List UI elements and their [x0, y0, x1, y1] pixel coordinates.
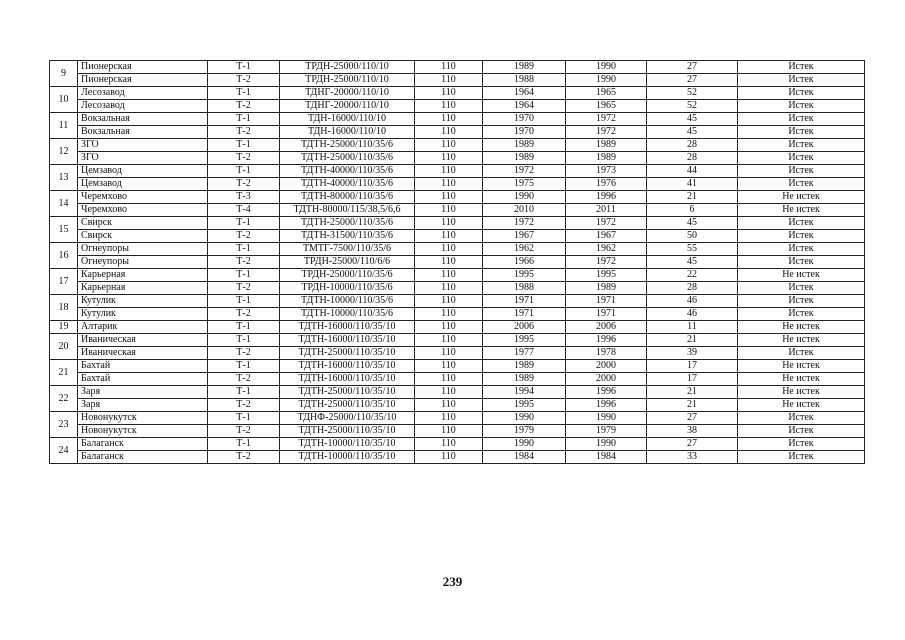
table-row	[50, 113, 865, 126]
table-row	[50, 165, 865, 178]
substation-name-cell: Черемхово	[78, 204, 208, 217]
manufacture-year-cell: 2006	[483, 321, 566, 334]
substation-name-cell: Вокзальная	[78, 113, 208, 126]
manufacture-year-cell: 1966	[483, 256, 566, 269]
status-cell: Истек	[738, 61, 865, 74]
table-row	[50, 438, 865, 451]
service-years-cell: 28	[647, 152, 738, 165]
status-cell: Не истек	[738, 360, 865, 373]
commission-year-cell: 1996	[566, 334, 647, 347]
table-row	[50, 412, 865, 425]
service-years-cell: 45	[647, 113, 738, 126]
voltage-cell: 110	[415, 217, 483, 230]
transformer-id-cell: Т-1	[208, 438, 280, 451]
commission-year-cell: 1972	[566, 113, 647, 126]
row-number-cell: 19	[50, 321, 78, 334]
transformer-type-cell: ТДТН-10000/110/35/6	[280, 308, 415, 321]
row-number-cell: 20	[50, 334, 78, 360]
table-row	[50, 87, 865, 100]
voltage-cell: 110	[415, 126, 483, 139]
voltage-cell: 110	[415, 347, 483, 360]
service-years-cell: 41	[647, 178, 738, 191]
manufacture-year-cell: 1975	[483, 178, 566, 191]
transformer-type-cell: ТДТН-25000/110/35/10	[280, 399, 415, 412]
substation-name-cell: Пионерская	[78, 74, 208, 87]
substation-name-cell: Новонукутск	[78, 412, 208, 425]
voltage-cell: 110	[415, 87, 483, 100]
transformer-type-cell: ТДТН-10000/110/35/10	[280, 451, 415, 464]
service-years-cell: 45	[647, 217, 738, 230]
transformer-id-cell: Т-1	[208, 243, 280, 256]
table-row	[50, 256, 865, 269]
voltage-cell: 110	[415, 204, 483, 217]
service-years-cell: 27	[647, 61, 738, 74]
row-number-cell: 22	[50, 386, 78, 412]
voltage-cell: 110	[415, 321, 483, 334]
service-years-cell: 52	[647, 87, 738, 100]
table-row	[50, 74, 865, 87]
transformer-id-cell: Т-2	[208, 152, 280, 165]
commission-year-cell: 1989	[566, 139, 647, 152]
transformer-id-cell: Т-2	[208, 308, 280, 321]
commission-year-cell: 1996	[566, 191, 647, 204]
transformer-id-cell: Т-1	[208, 87, 280, 100]
transformer-id-cell: Т-1	[208, 269, 280, 282]
voltage-cell: 110	[415, 74, 483, 87]
status-cell: Не истек	[738, 269, 865, 282]
commission-year-cell: 1972	[566, 126, 647, 139]
service-years-cell: 17	[647, 373, 738, 386]
table-row	[50, 425, 865, 438]
service-years-cell: 21	[647, 334, 738, 347]
transformer-type-cell: ТДТН-16000/110/35/10	[280, 321, 415, 334]
page-number: 239	[442, 574, 463, 589]
voltage-cell: 110	[415, 178, 483, 191]
voltage-cell: 110	[415, 113, 483, 126]
table-row	[50, 399, 865, 412]
transformer-type-cell: ТДТН-10000/110/35/6	[280, 295, 415, 308]
substation-name-cell: Цемзавод	[78, 178, 208, 191]
transformer-type-cell: ТДТН-25000/110/35/6	[280, 217, 415, 230]
row-number-cell: 16	[50, 243, 78, 269]
manufacture-year-cell: 1964	[483, 87, 566, 100]
service-years-cell: 50	[647, 230, 738, 243]
row-number-cell: 18	[50, 295, 78, 321]
transformer-type-cell: ТДТН-16000/110/35/10	[280, 360, 415, 373]
commission-year-cell: 1995	[566, 269, 647, 282]
manufacture-year-cell: 1988	[483, 74, 566, 87]
row-number-cell: 21	[50, 360, 78, 386]
table-row	[50, 334, 865, 347]
manufacture-year-cell: 1971	[483, 295, 566, 308]
voltage-cell: 110	[415, 61, 483, 74]
commission-year-cell: 1989	[566, 282, 647, 295]
commission-year-cell: 2006	[566, 321, 647, 334]
transformer-type-cell: ТДТН-25000/110/35/10	[280, 425, 415, 438]
table-row	[50, 191, 865, 204]
voltage-cell: 110	[415, 256, 483, 269]
transformer-type-cell: ТМТГ-7500/110/35/6	[280, 243, 415, 256]
row-number-cell: 23	[50, 412, 78, 438]
transformer-id-cell: Т-2	[208, 100, 280, 113]
manufacture-year-cell: 1971	[483, 308, 566, 321]
voltage-cell: 110	[415, 308, 483, 321]
voltage-cell: 110	[415, 269, 483, 282]
transformer-id-cell: Т-1	[208, 334, 280, 347]
transformer-id-cell: Т-2	[208, 282, 280, 295]
transformer-type-cell: ТДТН-40000/110/35/6	[280, 165, 415, 178]
commission-year-cell: 1971	[566, 308, 647, 321]
substation-name-cell: Лесозавод	[78, 100, 208, 113]
transformer-type-cell: ТДТН-16000/110/35/10	[280, 334, 415, 347]
manufacture-year-cell: 1972	[483, 165, 566, 178]
transformer-type-cell: ТДНФ-25000/110/35/10	[280, 412, 415, 425]
table-row	[50, 321, 865, 334]
status-cell: Истек	[738, 152, 865, 165]
voltage-cell: 110	[415, 191, 483, 204]
commission-year-cell: 1976	[566, 178, 647, 191]
substation-name-cell: Бахтай	[78, 373, 208, 386]
voltage-cell: 110	[415, 295, 483, 308]
transformer-id-cell: Т-2	[208, 256, 280, 269]
substation-name-cell: Лесозавод	[78, 87, 208, 100]
substation-name-cell: Вокзальная	[78, 126, 208, 139]
voltage-cell: 110	[415, 152, 483, 165]
transformer-type-cell: ТРДН-25000/110/35/6	[280, 269, 415, 282]
status-cell: Истек	[738, 295, 865, 308]
manufacture-year-cell: 2010	[483, 204, 566, 217]
substation-name-cell: Иваническая	[78, 347, 208, 360]
manufacture-year-cell: 1994	[483, 386, 566, 399]
table-row	[50, 386, 865, 399]
manufacture-year-cell: 1990	[483, 438, 566, 451]
transformer-type-cell: ТДН-16000/110/10	[280, 113, 415, 126]
voltage-cell: 110	[415, 425, 483, 438]
table-row	[50, 139, 865, 152]
commission-year-cell: 1989	[566, 152, 647, 165]
manufacture-year-cell: 1990	[483, 191, 566, 204]
status-cell: Не истек	[738, 373, 865, 386]
table-row	[50, 61, 865, 74]
commission-year-cell: 1978	[566, 347, 647, 360]
table-row	[50, 126, 865, 139]
status-cell: Истек	[738, 347, 865, 360]
substation-name-cell: Заря	[78, 386, 208, 399]
manufacture-year-cell: 1970	[483, 126, 566, 139]
service-years-cell: 6	[647, 204, 738, 217]
substation-name-cell: Свирск	[78, 217, 208, 230]
status-cell: Истек	[738, 126, 865, 139]
commission-year-cell: 1973	[566, 165, 647, 178]
table-row	[50, 178, 865, 191]
commission-year-cell: 1967	[566, 230, 647, 243]
service-years-cell: 28	[647, 282, 738, 295]
row-number-cell: 10	[50, 87, 78, 113]
transformer-id-cell: Т-1	[208, 217, 280, 230]
status-cell: Истек	[738, 113, 865, 126]
commission-year-cell: 1962	[566, 243, 647, 256]
voltage-cell: 110	[415, 373, 483, 386]
commission-year-cell: 1965	[566, 87, 647, 100]
substation-name-cell: Заря	[78, 399, 208, 412]
substation-name-cell: Алтарик	[78, 321, 208, 334]
manufacture-year-cell: 1989	[483, 61, 566, 74]
commission-year-cell: 2011	[566, 204, 647, 217]
commission-year-cell: 1979	[566, 425, 647, 438]
transformer-id-cell: Т-2	[208, 451, 280, 464]
transformer-type-cell: ТДТН-25000/110/35/6	[280, 139, 415, 152]
substation-name-cell: Цемзавод	[78, 165, 208, 178]
transformer-type-cell: ТДТН-31500/110/35/6	[280, 230, 415, 243]
substation-name-cell: Бахтай	[78, 360, 208, 373]
manufacture-year-cell: 1962	[483, 243, 566, 256]
substation-name-cell: Кутулик	[78, 295, 208, 308]
substation-name-cell: Пионерская	[78, 61, 208, 74]
transformer-id-cell: Т-1	[208, 321, 280, 334]
service-years-cell: 46	[647, 308, 738, 321]
table-row	[50, 347, 865, 360]
commission-year-cell: 1971	[566, 295, 647, 308]
manufacture-year-cell: 1995	[483, 269, 566, 282]
voltage-cell: 110	[415, 386, 483, 399]
service-years-cell: 27	[647, 438, 738, 451]
service-years-cell: 21	[647, 386, 738, 399]
voltage-cell: 110	[415, 100, 483, 113]
voltage-cell: 110	[415, 230, 483, 243]
substation-name-cell: Карьерная	[78, 269, 208, 282]
substation-name-cell: Черемхово	[78, 191, 208, 204]
table-row	[50, 373, 865, 386]
transformer-id-cell: Т-2	[208, 74, 280, 87]
commission-year-cell: 2000	[566, 360, 647, 373]
table-row	[50, 451, 865, 464]
manufacture-year-cell: 1990	[483, 412, 566, 425]
transformer-type-cell: ТРДН-10000/110/35/6	[280, 282, 415, 295]
status-cell: Не истек	[738, 334, 865, 347]
manufacture-year-cell: 1984	[483, 451, 566, 464]
voltage-cell: 110	[415, 438, 483, 451]
commission-year-cell: 1990	[566, 412, 647, 425]
transformer-id-cell: Т-1	[208, 360, 280, 373]
commission-year-cell: 1972	[566, 256, 647, 269]
transformer-id-cell: Т-1	[208, 139, 280, 152]
table-row	[50, 243, 865, 256]
substation-name-cell: Кутулик	[78, 308, 208, 321]
manufacture-year-cell: 1972	[483, 217, 566, 230]
service-years-cell: 45	[647, 126, 738, 139]
status-cell: Истек	[738, 451, 865, 464]
service-years-cell: 39	[647, 347, 738, 360]
transformer-type-cell: ТДТН-25000/110/35/10	[280, 386, 415, 399]
row-number-cell: 17	[50, 269, 78, 295]
service-years-cell: 21	[647, 399, 738, 412]
transformer-type-cell: ТДТН-80000/115/38,5/6,6	[280, 204, 415, 217]
substation-name-cell: Карьерная	[78, 282, 208, 295]
manufacture-year-cell: 1989	[483, 373, 566, 386]
table-row	[50, 100, 865, 113]
status-cell: Истек	[738, 217, 865, 230]
transformer-id-cell: Т-2	[208, 230, 280, 243]
status-cell: Истек	[738, 74, 865, 87]
service-years-cell: 55	[647, 243, 738, 256]
commission-year-cell: 1972	[566, 217, 647, 230]
status-cell: Истек	[738, 282, 865, 295]
table-row	[50, 282, 865, 295]
status-cell: Не истек	[738, 321, 865, 334]
transformer-type-cell: ТДНГ-20000/110/10	[280, 87, 415, 100]
transformer-id-cell: Т-1	[208, 165, 280, 178]
status-cell: Не истек	[738, 204, 865, 217]
transformer-type-cell: ТРДН-25000/110/10	[280, 74, 415, 87]
substation-name-cell: ЗГО	[78, 152, 208, 165]
transformer-id-cell: Т-1	[208, 386, 280, 399]
transformer-type-cell: ТДТН-40000/110/35/6	[280, 178, 415, 191]
transformer-type-cell: ТДТН-16000/110/35/10	[280, 373, 415, 386]
voltage-cell: 110	[415, 139, 483, 152]
transformer-id-cell: Т-1	[208, 295, 280, 308]
service-years-cell: 38	[647, 425, 738, 438]
table-row	[50, 360, 865, 373]
transformer-id-cell: Т-2	[208, 373, 280, 386]
row-number-cell: 15	[50, 217, 78, 243]
manufacture-year-cell: 1995	[483, 334, 566, 347]
service-years-cell: 27	[647, 74, 738, 87]
voltage-cell: 110	[415, 334, 483, 347]
commission-year-cell: 1990	[566, 61, 647, 74]
transformer-table	[49, 60, 865, 464]
transformer-id-cell: Т-2	[208, 178, 280, 191]
transformer-id-cell: Т-1	[208, 113, 280, 126]
manufacture-year-cell: 1964	[483, 100, 566, 113]
substation-name-cell: Огнеупоры	[78, 243, 208, 256]
commission-year-cell: 1984	[566, 451, 647, 464]
service-years-cell: 33	[647, 451, 738, 464]
service-years-cell: 27	[647, 412, 738, 425]
transformer-type-cell: ТРДН-25000/110/10	[280, 61, 415, 74]
table-row	[50, 230, 865, 243]
commission-year-cell: 2000	[566, 373, 647, 386]
status-cell: Истек	[738, 230, 865, 243]
service-years-cell: 45	[647, 256, 738, 269]
service-years-cell: 52	[647, 100, 738, 113]
voltage-cell: 110	[415, 399, 483, 412]
table-row	[50, 295, 865, 308]
table-row	[50, 217, 865, 230]
voltage-cell: 110	[415, 165, 483, 178]
commission-year-cell: 1965	[566, 100, 647, 113]
commission-year-cell: 1990	[566, 74, 647, 87]
status-cell: Истек	[738, 139, 865, 152]
voltage-cell: 110	[415, 282, 483, 295]
transformer-id-cell: Т-2	[208, 425, 280, 438]
status-cell: Не истек	[738, 386, 865, 399]
manufacture-year-cell: 1970	[483, 113, 566, 126]
transformer-id-cell: Т-1	[208, 61, 280, 74]
commission-year-cell: 1990	[566, 438, 647, 451]
commission-year-cell: 1996	[566, 386, 647, 399]
substation-name-cell: ЗГО	[78, 139, 208, 152]
voltage-cell: 110	[415, 360, 483, 373]
status-cell: Истек	[738, 438, 865, 451]
commission-year-cell: 1996	[566, 399, 647, 412]
status-cell: Истек	[738, 178, 865, 191]
substation-name-cell: Иваническая	[78, 334, 208, 347]
manufacture-year-cell: 1989	[483, 152, 566, 165]
transformer-type-cell: ТДТН-80000/110/35/6	[280, 191, 415, 204]
manufacture-year-cell: 1967	[483, 230, 566, 243]
status-cell: Не истек	[738, 399, 865, 412]
row-number-cell: 14	[50, 191, 78, 217]
row-number-cell: 12	[50, 139, 78, 165]
service-years-cell: 46	[647, 295, 738, 308]
status-cell: Истек	[738, 256, 865, 269]
transformer-type-cell: ТРДН-25000/110/6/6	[280, 256, 415, 269]
service-years-cell: 21	[647, 191, 738, 204]
service-years-cell: 22	[647, 269, 738, 282]
transformer-id-cell: Т-3	[208, 191, 280, 204]
manufacture-year-cell: 1977	[483, 347, 566, 360]
status-cell: Истек	[738, 87, 865, 100]
service-years-cell: 17	[647, 360, 738, 373]
row-number-cell: 11	[50, 113, 78, 139]
substation-name-cell: Балаганск	[78, 451, 208, 464]
substation-name-cell: Новонукутск	[78, 425, 208, 438]
transformer-id-cell: Т-1	[208, 412, 280, 425]
table-row	[50, 204, 865, 217]
transformer-type-cell: ТДТН-25000/110/35/10	[280, 347, 415, 360]
table-row	[50, 308, 865, 321]
transformer-type-cell: ТДТН-10000/110/35/10	[280, 438, 415, 451]
status-cell: Истек	[738, 243, 865, 256]
service-years-cell: 11	[647, 321, 738, 334]
voltage-cell: 110	[415, 451, 483, 464]
table-row	[50, 152, 865, 165]
status-cell: Истек	[738, 165, 865, 178]
manufacture-year-cell: 1979	[483, 425, 566, 438]
table-row	[50, 269, 865, 282]
status-cell: Не истек	[738, 191, 865, 204]
manufacture-year-cell: 1995	[483, 399, 566, 412]
row-number-cell: 9	[50, 61, 78, 87]
status-cell: Истек	[738, 308, 865, 321]
status-cell: Истек	[738, 100, 865, 113]
substation-name-cell: Огнеупоры	[78, 256, 208, 269]
row-number-cell: 24	[50, 438, 78, 464]
transformer-type-cell: ТДНГ-20000/110/10	[280, 100, 415, 113]
substation-name-cell: Балаганск	[78, 438, 208, 451]
row-number-cell: 13	[50, 165, 78, 191]
transformer-type-cell: ТДН-16000/110/10	[280, 126, 415, 139]
service-years-cell: 44	[647, 165, 738, 178]
transformer-id-cell: Т-4	[208, 204, 280, 217]
transformer-id-cell: Т-2	[208, 126, 280, 139]
substation-name-cell: Свирск	[78, 230, 208, 243]
service-years-cell: 28	[647, 139, 738, 152]
transformer-id-cell: Т-2	[208, 399, 280, 412]
manufacture-year-cell: 1989	[483, 139, 566, 152]
manufacture-year-cell: 1989	[483, 360, 566, 373]
status-cell: Истек	[738, 425, 865, 438]
transformer-type-cell: ТДТН-25000/110/35/6	[280, 152, 415, 165]
status-cell: Истек	[738, 412, 865, 425]
manufacture-year-cell: 1988	[483, 282, 566, 295]
voltage-cell: 110	[415, 412, 483, 425]
transformer-id-cell: Т-2	[208, 347, 280, 360]
voltage-cell: 110	[415, 243, 483, 256]
